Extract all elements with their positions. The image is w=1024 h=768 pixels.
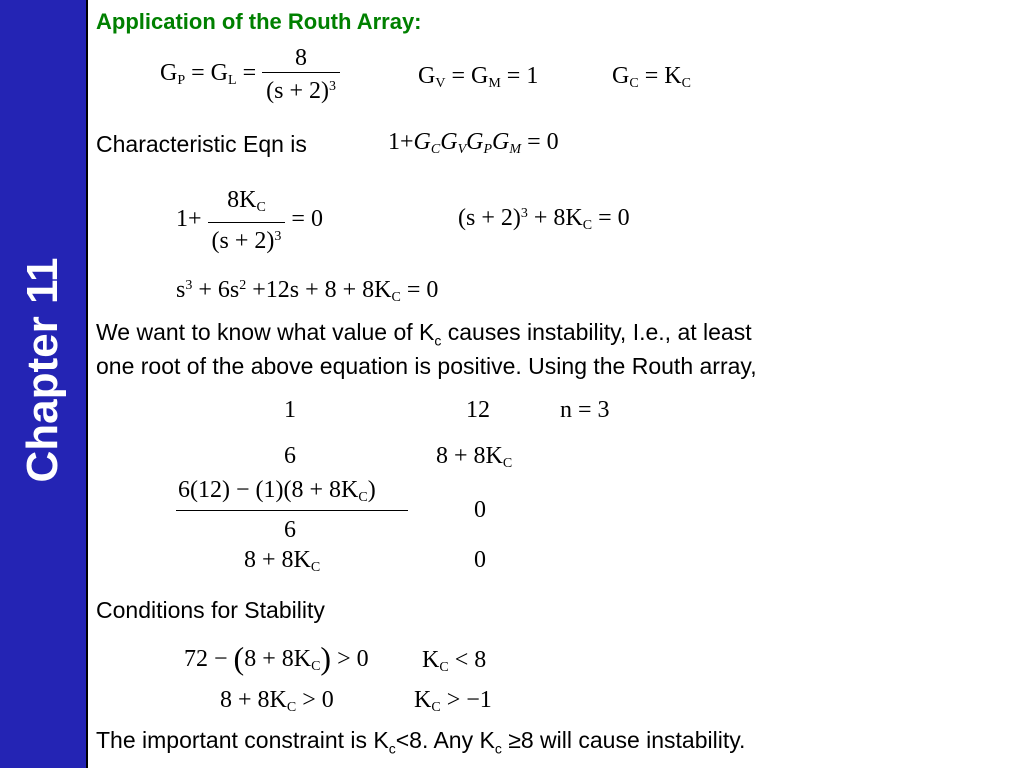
eq-char-polynomial: $s^3 + 6s^2 +12s + 8 + 8K_C = 0$ bbox=[176, 277, 439, 305]
routh-r2-c1: 6 bbox=[284, 443, 296, 469]
chapter-label: Chapter 11 bbox=[18, 257, 67, 483]
eq-char-general: $1+G_CG_VG_PG_M = 0$ bbox=[388, 129, 559, 157]
routh-r4-c2: 0 bbox=[474, 547, 486, 573]
condition-1: $72 - (8 + 8K_C) > 0$ bbox=[184, 640, 369, 676]
condition-2-result: $K_C > -1$ bbox=[414, 687, 492, 715]
chapter-sidebar bbox=[0, 0, 88, 768]
eq-gc: $G_C = K_C$ bbox=[612, 63, 691, 91]
eq-gp-gl: $G_P = G_L$ = $\frac{8}{(s + 2)^3}$ bbox=[160, 44, 340, 105]
slide-title: Application of the Routh Array: bbox=[96, 9, 422, 34]
condition-2: $8 + 8K_C > 0$ bbox=[220, 687, 334, 715]
routh-r4-c1: $8 + 8K_C$ bbox=[244, 547, 321, 575]
condition-1-result: $K_C < 8$ bbox=[422, 647, 487, 675]
explanation-line-2: one root of the above equation is positive. Using the Routh array, bbox=[96, 353, 757, 379]
routh-r3-numerator: $6(12) - (1)(8 + 8K_C)$ bbox=[178, 477, 376, 505]
routh-r3-denominator: 6 bbox=[284, 517, 296, 543]
routh-r3-c2: 0 bbox=[474, 497, 486, 523]
char-eqn-label: Characteristic Eqn is bbox=[96, 131, 307, 157]
eq-char-cleared: $(s + 2)^3 + 8K_C = 0$ bbox=[458, 205, 630, 233]
routh-r1-c1: 1 bbox=[284, 397, 296, 423]
final-statement: The important constraint is $K_c<8$. Any $K_c \ge 8$ will cause instability. bbox=[96, 727, 746, 757]
eq-char-substituted: 1+ $\frac{8K_C}{(s + 2)^3}$ = 0 bbox=[176, 187, 323, 254]
explanation-line-1: We want to know what value of $K_c$ causes instability, I.e., at least bbox=[96, 319, 752, 349]
eq-gv-gm: $G_V = G_M = 1$ bbox=[418, 63, 539, 91]
routh-r3-fraction-bar bbox=[176, 510, 408, 511]
conditions-heading: Conditions for Stability bbox=[96, 597, 325, 623]
routh-r1-c2: 12 bbox=[466, 397, 490, 423]
routh-order: n = 3 bbox=[560, 397, 610, 423]
routh-r2-c2: $8 + 8K_C$ bbox=[436, 443, 513, 471]
